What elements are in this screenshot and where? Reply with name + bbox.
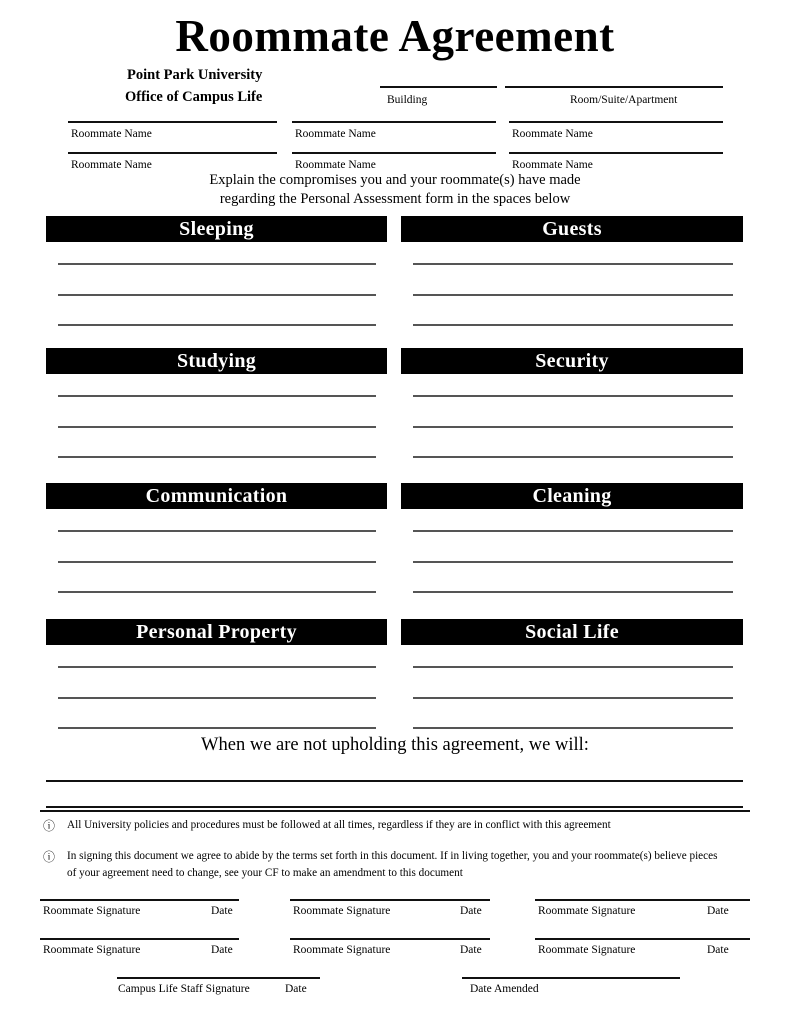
roommate-name-label: Roommate Name	[295, 128, 376, 140]
roommate-signature-label: Roommate Signature	[43, 905, 141, 917]
writing-line-sleeping-1[interactable]	[58, 263, 376, 265]
page-title: Roommate Agreement	[175, 11, 615, 61]
building-field-rule[interactable]	[380, 86, 497, 88]
section-header-studying: Studying	[46, 348, 387, 374]
date-label: Date	[707, 944, 729, 956]
enforcement-rule-2[interactable]	[46, 806, 743, 808]
roommate-signature-label: Roommate Signature	[538, 944, 636, 956]
signature-rule-r2c2[interactable]	[290, 938, 490, 940]
instructions-line-2: regarding the Personal Assessment form in the spaces below	[219, 190, 571, 207]
writing-line-guests-2[interactable]	[413, 294, 733, 296]
writing-line-security-2[interactable]	[413, 426, 733, 428]
signature-rule-r1c2[interactable]	[290, 899, 490, 901]
date-amended-rule[interactable]	[462, 977, 680, 979]
writing-line-social-life-3[interactable]	[413, 727, 733, 729]
writing-line-studying-1[interactable]	[58, 395, 376, 397]
date-label: Date	[211, 905, 233, 917]
instructions-line-1: Explain the compromises you and your roommate(s) have made	[209, 172, 581, 188]
building-label: Building	[387, 94, 428, 106]
staff-signature-rule[interactable]	[117, 977, 320, 979]
writing-line-personal-property-1[interactable]	[58, 666, 376, 668]
writing-line-social-life-2[interactable]	[413, 697, 733, 699]
organization-name: Point Park University	[127, 67, 263, 83]
information-circle-icon: ⓘ	[43, 819, 56, 833]
section-header-personal-property: Personal Property	[46, 619, 387, 645]
roommate-signature-label: Roommate Signature	[293, 944, 391, 956]
date-amended-label: Date Amended	[470, 983, 539, 995]
writing-line-guests-1[interactable]	[413, 263, 733, 265]
writing-line-studying-3[interactable]	[58, 456, 376, 458]
writing-line-social-life-1[interactable]	[413, 666, 733, 668]
roommate-name-rule-r1c2[interactable]	[292, 121, 496, 123]
room-label: Room/Suite/Apartment	[570, 94, 678, 106]
roommate-name-label: Roommate Name	[295, 159, 376, 171]
roommate-signature-label: Roommate Signature	[293, 905, 391, 917]
writing-line-personal-property-3[interactable]	[58, 727, 376, 729]
roommate-name-label: Roommate Name	[71, 159, 152, 171]
instructions	[0, 171, 790, 208]
roommate-name-rule-r2c1[interactable]	[68, 152, 277, 154]
writing-line-cleaning-2[interactable]	[413, 561, 733, 563]
roommate-name-label: Roommate Name	[71, 128, 152, 140]
section-header-social-life: Social Life	[401, 619, 743, 645]
date-label: Date	[285, 983, 307, 995]
section-header-guests: Guests	[401, 216, 743, 242]
note-text-signing: In signing this document we agree to abide by the terms set forth in this document. If in living together, you and your roommate(s) believe pieces of your agreement need to change, see your CF to make an amendment to this document	[67, 850, 718, 880]
enforcement-rule-1[interactable]	[46, 780, 743, 782]
enforcement-rule-3[interactable]	[40, 810, 750, 812]
date-label: Date	[707, 905, 729, 917]
staff-signature-label: Campus Life Staff Signature	[118, 983, 250, 995]
enforcement-heading: When we are not upholding this agreement, we will:	[201, 735, 589, 755]
organization-department: Office of Campus Life	[125, 89, 263, 105]
section-header-cleaning: Cleaning	[401, 483, 743, 509]
signature-rule-r1c3[interactable]	[535, 899, 750, 901]
signature-rule-r2c1[interactable]	[40, 938, 239, 940]
roommate-name-rule-r1c3[interactable]	[509, 121, 723, 123]
writing-line-sleeping-2[interactable]	[58, 294, 376, 296]
writing-line-cleaning-3[interactable]	[413, 591, 733, 593]
roommate-signature-label: Roommate Signature	[43, 944, 141, 956]
writing-line-cleaning-1[interactable]	[413, 530, 733, 532]
date-label: Date	[211, 944, 233, 956]
section-header-communication: Communication	[46, 483, 387, 509]
section-header-security: Security	[401, 348, 743, 374]
roommate-name-rule-r1c1[interactable]	[68, 121, 277, 123]
information-circle-icon: ⓘ	[43, 850, 56, 864]
writing-line-communication-1[interactable]	[58, 530, 376, 532]
writing-line-sleeping-3[interactable]	[58, 324, 376, 326]
writing-line-studying-2[interactable]	[58, 426, 376, 428]
room-field-rule[interactable]	[505, 86, 723, 88]
roommate-name-rule-r2c2[interactable]	[292, 152, 496, 154]
writing-line-communication-2[interactable]	[58, 561, 376, 563]
section-header-sleeping: Sleeping	[46, 216, 387, 242]
writing-line-guests-3[interactable]	[413, 324, 733, 326]
note-text-policies: All University policies and procedures must be followed at all times, regardless if they are in conflict with this agreement	[67, 819, 611, 831]
date-label: Date	[460, 944, 482, 956]
roommate-name-rule-r2c3[interactable]	[509, 152, 723, 154]
writing-line-security-1[interactable]	[413, 395, 733, 397]
signature-rule-r1c1[interactable]	[40, 899, 239, 901]
signature-rule-r2c3[interactable]	[535, 938, 750, 940]
date-label: Date	[460, 905, 482, 917]
roommate-name-label: Roommate Name	[512, 128, 593, 140]
roommate-name-label: Roommate Name	[512, 159, 593, 171]
roommate-signature-label: Roommate Signature	[538, 905, 636, 917]
writing-line-communication-3[interactable]	[58, 591, 376, 593]
writing-line-personal-property-2[interactable]	[58, 697, 376, 699]
writing-line-security-3[interactable]	[413, 456, 733, 458]
